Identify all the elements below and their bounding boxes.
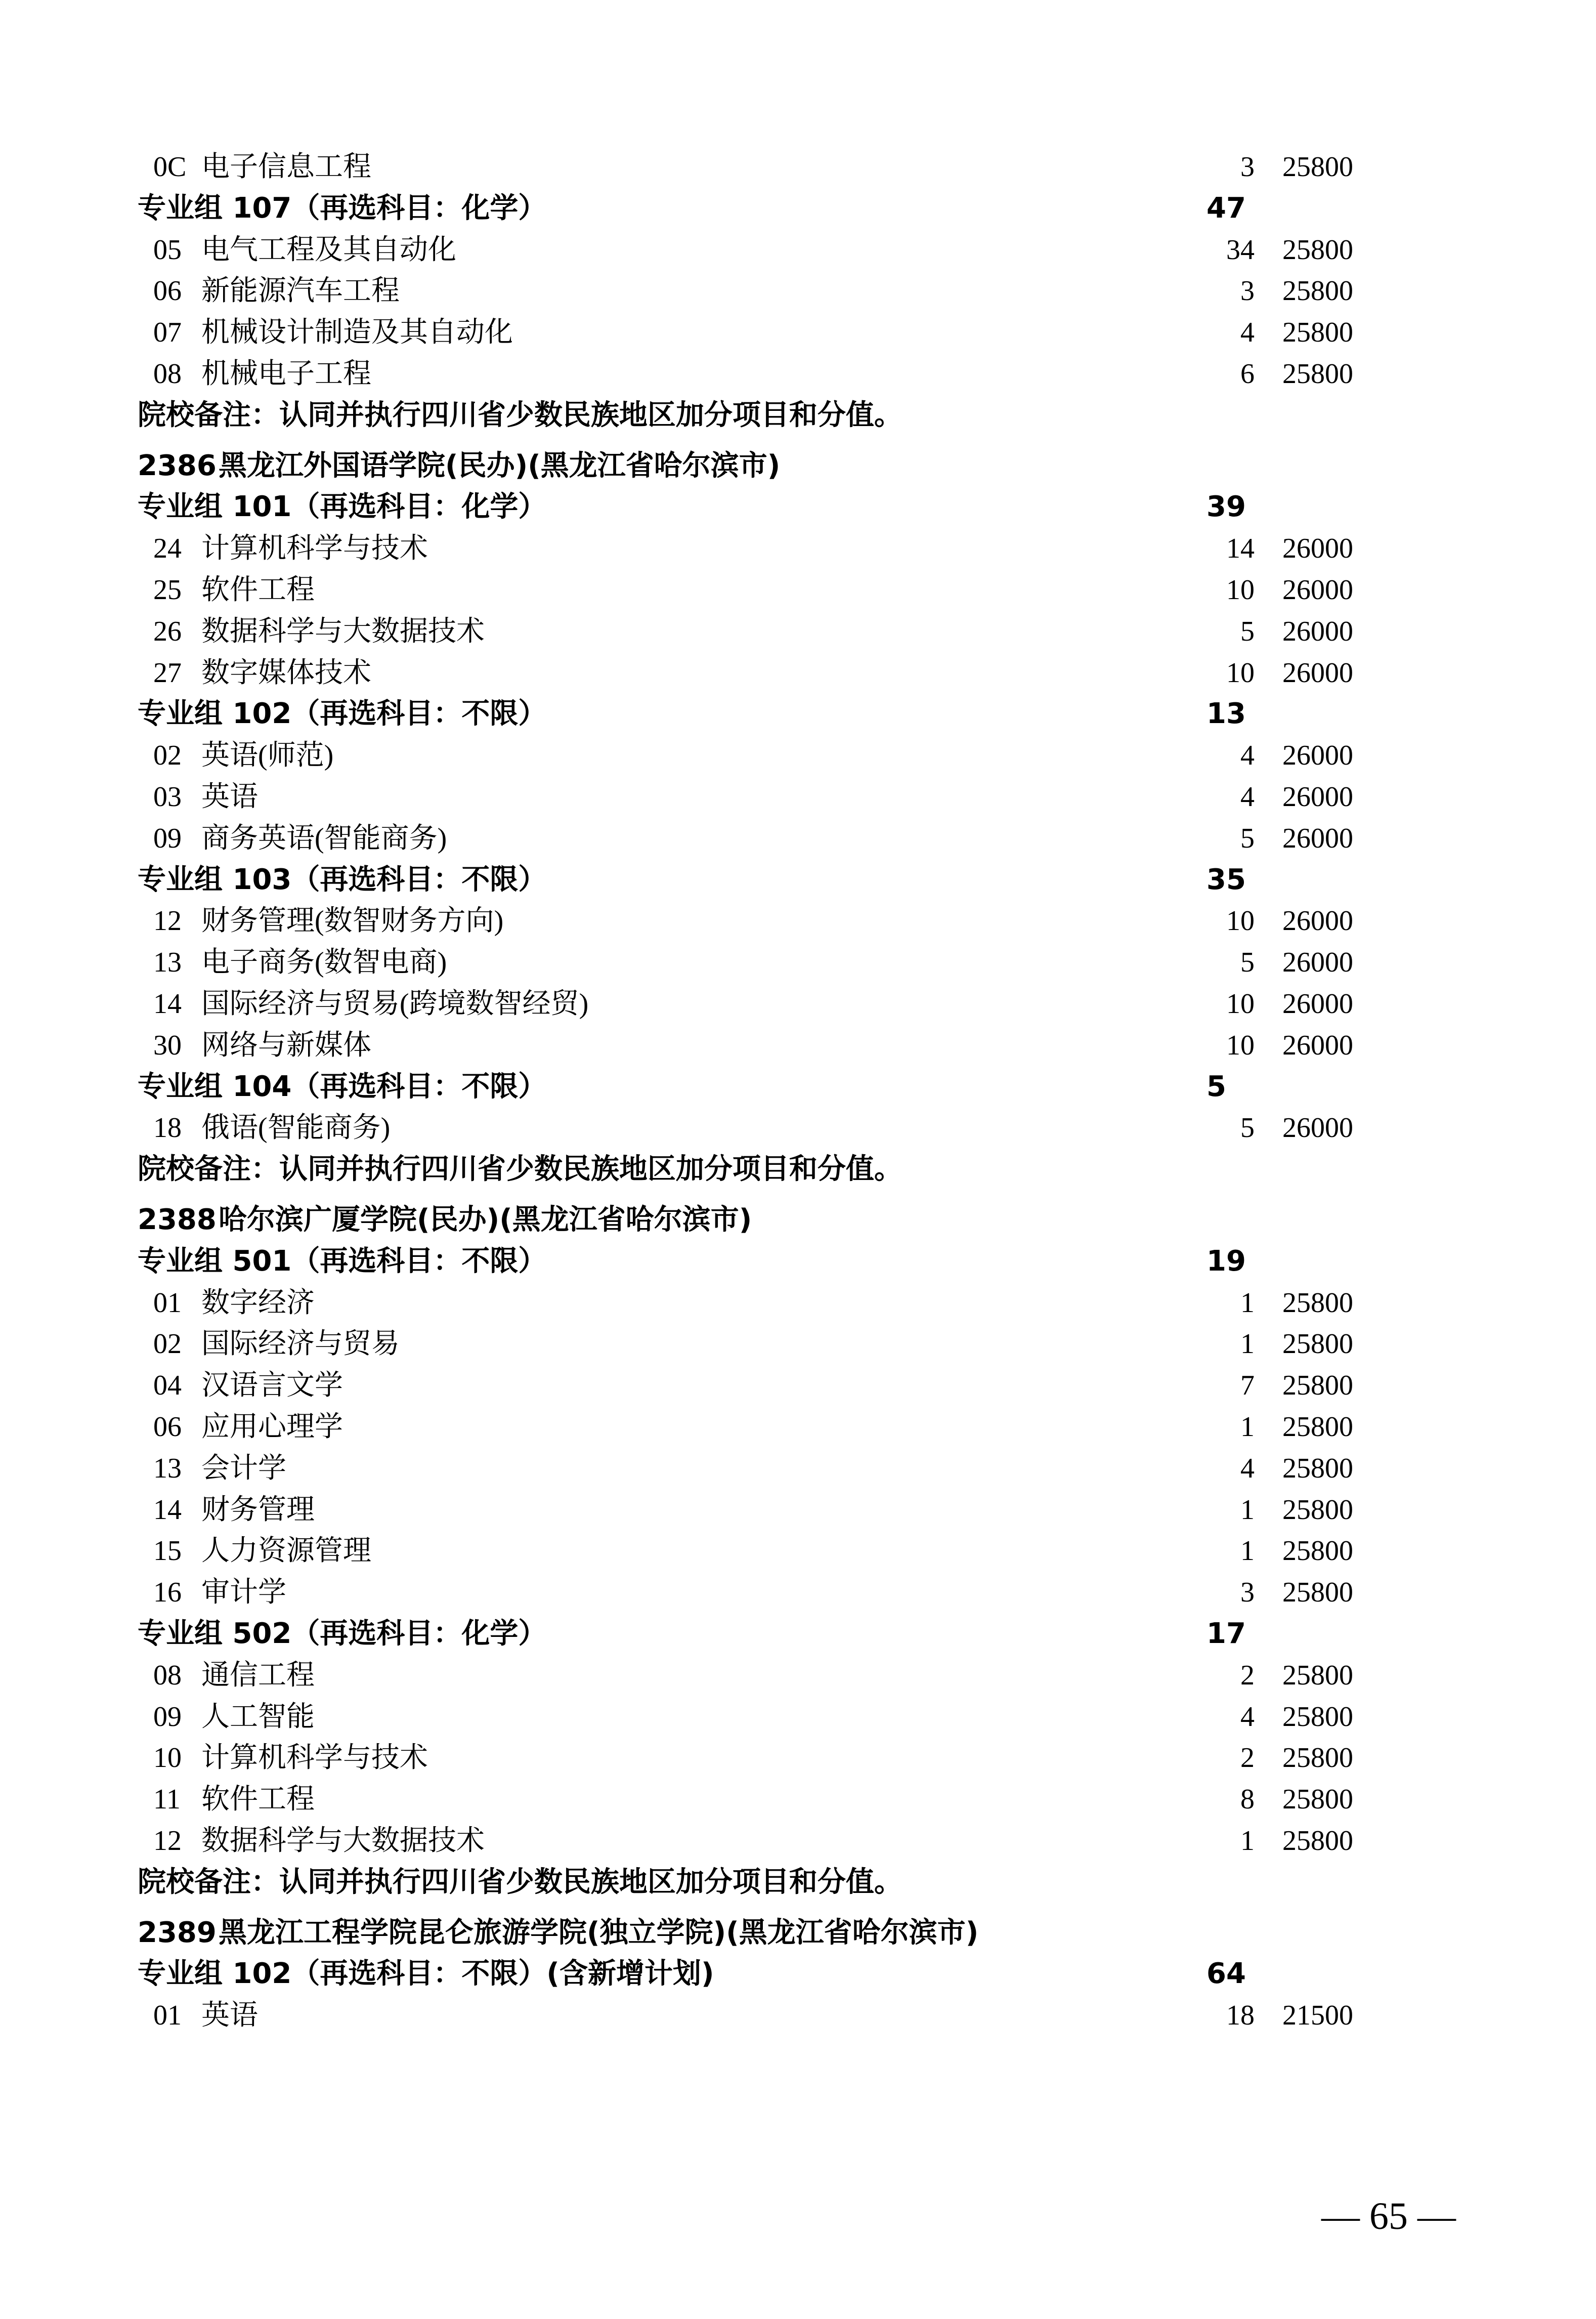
- plan-count: 2: [1240, 1742, 1255, 1774]
- tuition-fee: 25800: [1282, 1784, 1353, 1815]
- tuition-fee: 26000: [1282, 823, 1353, 854]
- major-code: 0C: [153, 151, 187, 183]
- major-code: 07: [153, 317, 182, 348]
- tuition-fee: 25800: [1282, 1494, 1353, 1526]
- group-row: [0, 188, 1596, 229]
- plan-count: 5: [1240, 947, 1255, 978]
- major-code: 10: [153, 1742, 182, 1774]
- plan-count: 1: [1240, 1494, 1255, 1526]
- plan-count: 34: [1226, 234, 1255, 266]
- major-name: 电子商务(数智电商): [201, 947, 447, 978]
- major-code: 01: [153, 1287, 182, 1319]
- major-code: 01: [153, 2000, 182, 2031]
- major-row: [0, 1107, 1596, 1149]
- major-row: [0, 735, 1596, 776]
- group-count: 19: [1206, 1245, 1246, 1278]
- tuition-fee: 26000: [1282, 533, 1353, 564]
- group-label: 专业组 102（再选科目：不限）: [138, 697, 547, 730]
- major-code: 25: [153, 574, 182, 606]
- major-code: 02: [153, 740, 182, 771]
- major-name: 计算机科学与技术: [201, 1742, 428, 1774]
- major-name: 计算机科学与技术: [201, 533, 428, 564]
- plan-count: 4: [1240, 1701, 1255, 1733]
- major-name: 审计学: [201, 1577, 286, 1608]
- major-row: [0, 1696, 1596, 1738]
- plan-count: 4: [1240, 1453, 1255, 1484]
- major-row: [0, 528, 1596, 569]
- major-row: [0, 983, 1596, 1025]
- tuition-fee: 25800: [1282, 1453, 1353, 1484]
- group-count: 13: [1206, 697, 1246, 730]
- major-row: [0, 1489, 1596, 1531]
- plan-count: 10: [1226, 1030, 1255, 1061]
- major-name: 数字媒体技术: [201, 657, 371, 689]
- tuition-fee: 25800: [1282, 1742, 1353, 1774]
- school-code: 2386: [138, 449, 217, 482]
- major-row: [0, 1025, 1596, 1066]
- major-name: 汉语言文学: [201, 1370, 343, 1401]
- major-row: [0, 1995, 1596, 2036]
- group-label: 专业组 501（再选科目：不限）: [138, 1245, 547, 1278]
- major-name: 英语(师范): [201, 740, 334, 771]
- major-row: [0, 652, 1596, 694]
- note-text: 院校备注：认同并执行四川省少数民族地区加分项目和分值。: [138, 1866, 902, 1899]
- major-name: 人力资源管理: [201, 1535, 371, 1567]
- plan-count: 5: [1240, 823, 1255, 854]
- plan-count: 2: [1240, 1660, 1255, 1691]
- major-code: 15: [153, 1535, 182, 1567]
- plan-count: 1: [1240, 1825, 1255, 1857]
- group-row: [0, 693, 1596, 735]
- group-count: 47: [1206, 192, 1246, 225]
- major-name: 财务管理(数智财务方向): [201, 905, 504, 937]
- group-row: [0, 1241, 1596, 1282]
- major-code: 11: [153, 1784, 181, 1815]
- major-name: 应用心理学: [201, 1411, 343, 1443]
- plan-count: 3: [1240, 275, 1255, 307]
- major-name: 数据科学与大数据技术: [201, 1825, 485, 1857]
- major-code: 09: [153, 1701, 182, 1733]
- major-name: 通信工程: [201, 1660, 315, 1691]
- school-header: [0, 1912, 1596, 1954]
- major-row: [0, 1323, 1596, 1365]
- major-code: 06: [153, 275, 182, 307]
- group-count: 5: [1206, 1070, 1226, 1103]
- school-name: 黑龙江工程学院昆仑旅游学院(独立学院)(黑龙江省哈尔滨市): [219, 1916, 979, 1949]
- page-number: — 65 —: [1321, 2195, 1456, 2238]
- major-code: 05: [153, 234, 182, 266]
- school-name: 哈尔滨广厦学院(民办)(黑龙江省哈尔滨市): [219, 1203, 752, 1236]
- major-code: 27: [153, 657, 182, 689]
- tuition-fee: 26000: [1282, 616, 1353, 647]
- tuition-fee: 26000: [1282, 574, 1353, 606]
- major-row: [0, 1282, 1596, 1324]
- group-label: 专业组 103（再选科目：不限）: [138, 863, 547, 896]
- plan-count: 4: [1240, 740, 1255, 771]
- plan-count: 6: [1240, 358, 1255, 390]
- plan-count: 5: [1240, 616, 1255, 647]
- tuition-fee: 25800: [1282, 1535, 1353, 1567]
- school-header: [0, 445, 1596, 487]
- major-code: 24: [153, 533, 182, 564]
- major-name: 电子信息工程: [201, 151, 371, 183]
- tuition-fee: 25800: [1282, 358, 1353, 390]
- school-code: 2388: [138, 1203, 217, 1236]
- major-code: 18: [153, 1112, 182, 1144]
- major-name: 数字经济: [201, 1287, 315, 1319]
- major-code: 09: [153, 823, 182, 854]
- tuition-fee: 25800: [1282, 151, 1353, 183]
- major-row: [0, 776, 1596, 818]
- plan-count: 4: [1240, 781, 1255, 813]
- group-label: 专业组 107（再选科目：化学）: [138, 192, 547, 225]
- major-name: 俄语(智能商务): [201, 1112, 391, 1144]
- school-code: 2389: [138, 1916, 217, 1949]
- plan-count: 1: [1240, 1535, 1255, 1567]
- tuition-fee: 25800: [1282, 1701, 1353, 1733]
- major-name: 软件工程: [201, 574, 315, 606]
- major-row: [0, 312, 1596, 353]
- major-row: [0, 611, 1596, 652]
- major-name: 网络与新媒体: [201, 1030, 371, 1061]
- tuition-fee: 26000: [1282, 1112, 1353, 1144]
- group-row: [0, 859, 1596, 901]
- group-label: 专业组 101（再选科目：化学）: [138, 490, 547, 523]
- major-row: [0, 146, 1596, 188]
- plan-count: 5: [1240, 1112, 1255, 1144]
- major-name: 机械设计制造及其自动化: [201, 317, 513, 348]
- tuition-fee: 25800: [1282, 1287, 1353, 1319]
- major-row: [0, 569, 1596, 611]
- school-header: [0, 1199, 1596, 1241]
- plan-count: 7: [1240, 1370, 1255, 1401]
- major-code: 13: [153, 1453, 182, 1484]
- major-row: [0, 1365, 1596, 1406]
- plan-count: 10: [1226, 574, 1255, 606]
- note-text: 院校备注：认同并执行四川省少数民族地区加分项目和分值。: [138, 399, 902, 432]
- tuition-fee: 26000: [1282, 947, 1353, 978]
- note-text: 院校备注：认同并执行四川省少数民族地区加分项目和分值。: [138, 1153, 902, 1186]
- plan-count: 1: [1240, 1328, 1255, 1360]
- major-code: 08: [153, 358, 182, 390]
- tuition-fee: 25800: [1282, 1370, 1353, 1401]
- plan-count: 3: [1240, 1577, 1255, 1608]
- group-label: 专业组 104（再选科目：不限）: [138, 1070, 547, 1103]
- major-name: 财务管理: [201, 1494, 315, 1526]
- tuition-fee: 26000: [1282, 1030, 1353, 1061]
- group-count: 39: [1206, 490, 1246, 523]
- major-row: [0, 1406, 1596, 1448]
- tuition-fee: 26000: [1282, 657, 1353, 689]
- major-code: 02: [153, 1328, 182, 1360]
- major-code: 14: [153, 1494, 182, 1526]
- tuition-fee: 25800: [1282, 1825, 1353, 1857]
- major-name: 会计学: [201, 1453, 286, 1484]
- tuition-fee: 26000: [1282, 781, 1353, 813]
- major-name: 国际经济与贸易(跨境数智经贸): [201, 988, 589, 1020]
- major-row: [0, 818, 1596, 859]
- group-count: 35: [1206, 863, 1246, 896]
- major-name: 国际经济与贸易: [201, 1328, 400, 1360]
- major-name: 英语: [201, 2000, 258, 2031]
- major-name: 电气工程及其自动化: [201, 234, 456, 266]
- tuition-fee: 26000: [1282, 988, 1353, 1020]
- major-code: 12: [153, 1825, 182, 1857]
- group-row: [0, 486, 1596, 528]
- plan-count: 1: [1240, 1411, 1255, 1443]
- plan-count: 10: [1226, 988, 1255, 1020]
- plan-count: 10: [1226, 905, 1255, 937]
- tuition-fee: 26000: [1282, 905, 1353, 937]
- major-row: [0, 1779, 1596, 1820]
- school-note: [0, 1862, 1596, 1903]
- major-row: [0, 1572, 1596, 1613]
- group-row: [0, 1066, 1596, 1108]
- major-name: 英语: [201, 781, 258, 813]
- school-note: [0, 1149, 1596, 1190]
- plan-count: 18: [1226, 2000, 1255, 2031]
- tuition-fee: 25800: [1282, 1660, 1353, 1691]
- major-row: [0, 900, 1596, 942]
- group-count: 64: [1206, 1957, 1246, 1990]
- major-name: 软件工程: [201, 1784, 315, 1815]
- group-label: 专业组 102（再选科目：不限）(含新增计划): [138, 1957, 714, 1990]
- school-name: 黑龙江外国语学院(民办)(黑龙江省哈尔滨市): [219, 449, 781, 482]
- major-name: 人工智能: [201, 1701, 315, 1733]
- tuition-fee: 25800: [1282, 1328, 1353, 1360]
- major-code: 30: [153, 1030, 182, 1061]
- major-row: [0, 1737, 1596, 1779]
- major-row: [0, 1655, 1596, 1696]
- group-row: [0, 1613, 1596, 1655]
- major-name: 商务英语(智能商务): [201, 823, 447, 854]
- major-code: 04: [153, 1370, 182, 1401]
- major-code: 03: [153, 781, 182, 813]
- plan-count: 4: [1240, 317, 1255, 348]
- group-label: 专业组 502（再选科目：化学）: [138, 1617, 547, 1650]
- major-row: [0, 1448, 1596, 1489]
- major-row: [0, 229, 1596, 271]
- major-row: [0, 1820, 1596, 1862]
- major-name: 数据科学与大数据技术: [201, 616, 485, 647]
- major-row: [0, 1530, 1596, 1572]
- tuition-fee: 26000: [1282, 740, 1353, 771]
- plan-count: 1: [1240, 1287, 1255, 1319]
- plan-count: 8: [1240, 1784, 1255, 1815]
- tuition-fee: 21500: [1282, 2000, 1353, 2031]
- major-name: 机械电子工程: [201, 358, 371, 390]
- school-note: [0, 395, 1596, 436]
- major-code: 13: [153, 947, 182, 978]
- major-row: [0, 942, 1596, 983]
- group-row: [0, 1953, 1596, 1995]
- major-row: [0, 353, 1596, 395]
- major-code: 06: [153, 1411, 182, 1443]
- major-code: 14: [153, 988, 182, 1020]
- group-count: 17: [1206, 1617, 1246, 1650]
- tuition-fee: 25800: [1282, 275, 1353, 307]
- tuition-fee: 25800: [1282, 234, 1353, 266]
- major-code: 26: [153, 616, 182, 647]
- major-code: 16: [153, 1577, 182, 1608]
- plan-count: 10: [1226, 657, 1255, 689]
- tuition-fee: 25800: [1282, 1411, 1353, 1443]
- major-code: 12: [153, 905, 182, 937]
- major-code: 08: [153, 1660, 182, 1691]
- plan-count: 3: [1240, 151, 1255, 183]
- major-row: [0, 270, 1596, 312]
- tuition-fee: 25800: [1282, 1577, 1353, 1608]
- plan-count: 14: [1226, 533, 1255, 564]
- tuition-fee: 25800: [1282, 317, 1353, 348]
- major-name: 新能源汽车工程: [201, 275, 400, 307]
